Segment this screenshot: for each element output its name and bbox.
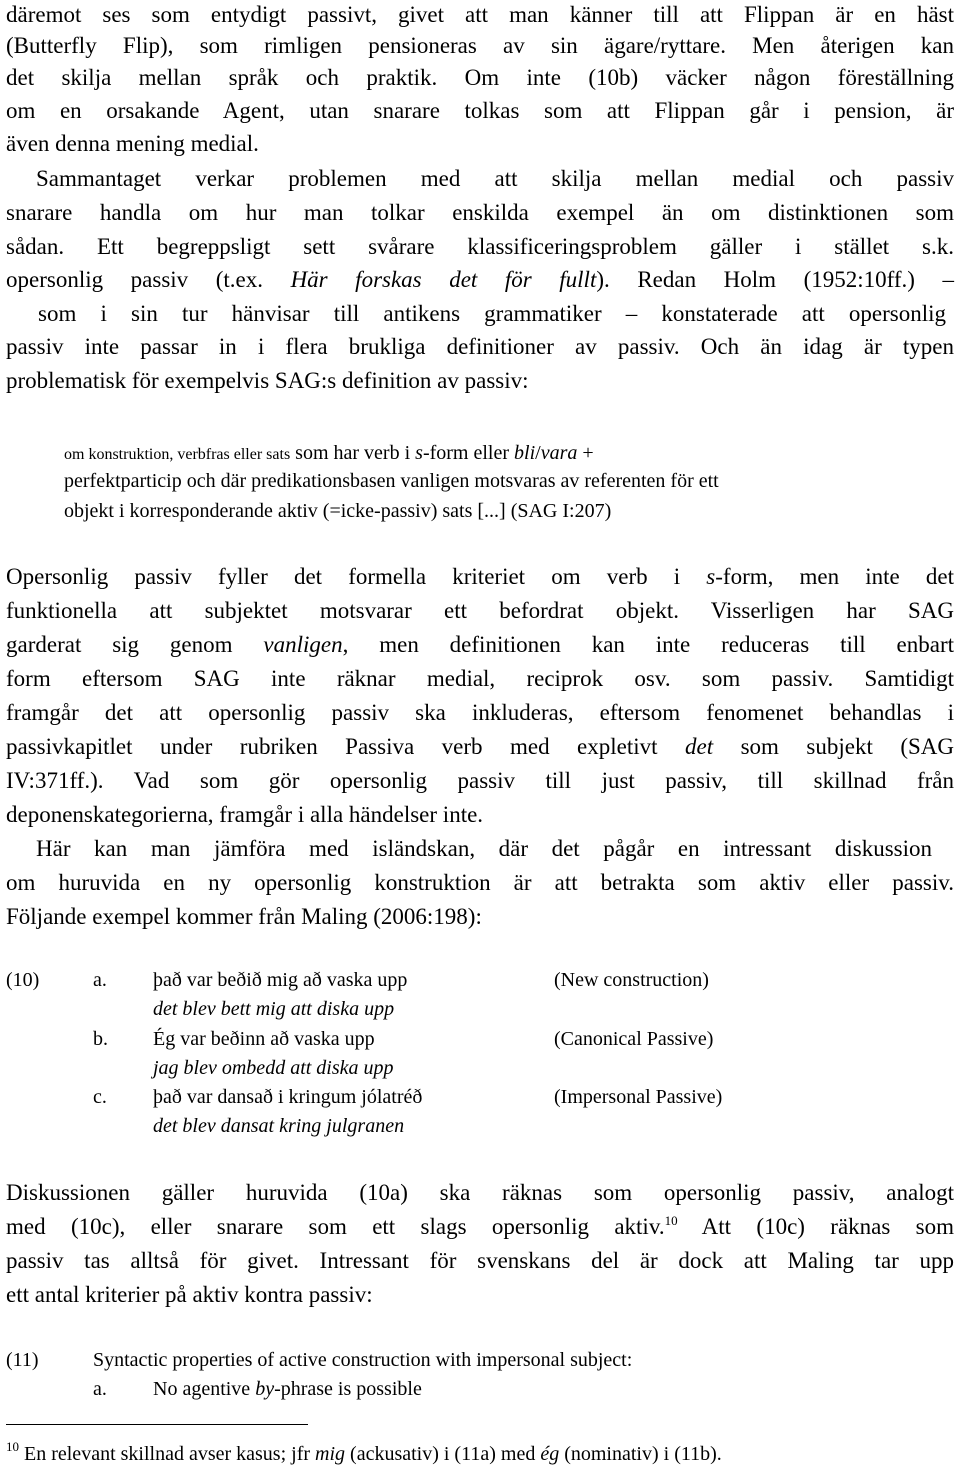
body-text: passivkapitlet under rubriken Passiva verb med expletivt xyxy=(6,734,686,759)
italic-term: by xyxy=(255,1378,275,1400)
example-number: (10) xyxy=(6,969,40,991)
example-text-part: No agentive xyxy=(153,1378,256,1400)
example-label: (New construction) xyxy=(554,969,709,991)
body-line: problematisk för exempelvis SAG:s definition av passiv: xyxy=(6,368,529,393)
body-line xyxy=(6,562,954,592)
example-icelandic: það var beðið mig að vaska upp xyxy=(153,969,408,991)
body-line: snarare handla om hur man tolkar enskilda exempel än om distinktionen som xyxy=(6,200,954,225)
example-letter: b. xyxy=(93,1028,108,1050)
body-line: framgår det att opersonlig passiv ska inkluderas, eftersom fenomenet behandlas i xyxy=(6,700,954,725)
body-line: passiv tas alltså för givet. Intressant för svenskans del är dock att Maling tar upp xyxy=(6,1248,954,1273)
body-line: passiv inte passar in i flera brukliga definitioner av passiv. Och än idag är typen xyxy=(6,334,954,359)
body-text: -form, men inte det xyxy=(715,564,954,589)
example-gloss: det blev dansat kring julgranen xyxy=(153,1115,405,1137)
example-gloss: jag blev ombedd att diska upp xyxy=(153,1057,394,1079)
body-line: ett antal kriterier på aktiv kontra passiv: xyxy=(6,1282,373,1307)
footnote-separator xyxy=(6,1424,308,1425)
body-text: , men definitionen kan inte reduceras till enbart xyxy=(342,632,954,657)
example-text-part: -phrase is possible xyxy=(274,1378,422,1400)
body-text: Att (10c) räknas som xyxy=(677,1214,954,1239)
body-line: däremot ses som entydigt passivt, givet att man känner till att Flippan är en häst xyxy=(6,2,954,27)
italic-example: Här forskas det för fullt xyxy=(290,267,597,292)
example-icelandic: Ég var beðinn að vaska upp xyxy=(153,1028,375,1050)
body-text: som subjekt (SAG xyxy=(713,734,954,759)
footnote-text: En relevant skillnad avser kasus; jfr xyxy=(19,1443,316,1465)
body-text: ). Redan Holm (1952:10ff.) – xyxy=(596,267,955,292)
example-label: (Impersonal Passive) xyxy=(554,1086,723,1108)
body-line: Följande exempel kommer från Maling (2006:198): xyxy=(6,904,482,929)
quote-italic: s xyxy=(415,442,423,464)
block-quote-line: perfektparticip och där predikationsbasen vanligen motsvaras av referenten för ett xyxy=(64,470,719,492)
quote-text: som har verb i xyxy=(290,442,416,464)
footnote xyxy=(6,1441,722,1467)
quote-text: / xyxy=(535,442,541,464)
body-line: form eftersom SAG inte räknar medial, reciprok osv. som passiv. Samtidigt xyxy=(6,666,954,691)
body-line: deponenskategorierna, framgår i alla händelser inte. xyxy=(6,802,484,827)
body-text: opersonlig passiv (t.ex. xyxy=(6,267,291,292)
footnote-text: (nominativ) i (11b). xyxy=(559,1443,722,1465)
body-line: sådan. Ett begreppsligt sett svårare klassificeringsproblem gäller i stället s.k. xyxy=(6,234,954,259)
quote-italic: vara xyxy=(540,442,578,464)
italic-term: det xyxy=(685,734,714,759)
example-icelandic: það var dansað i kringum jólatréð xyxy=(153,1086,423,1108)
body-line: Sammantaget verkar problemen med att skilja mellan medial och passiv xyxy=(36,166,954,191)
quote-text: + xyxy=(577,442,594,464)
quote-italic: bli xyxy=(514,442,536,464)
example-text xyxy=(153,1375,422,1403)
body-line: om huruvida en ny opersonlig konstruktion är att betrakta som aktiv eller passiv. xyxy=(6,870,954,895)
quote-text: -form eller xyxy=(422,442,515,464)
example-label: (Canonical Passive) xyxy=(554,1028,714,1050)
italic-term: ég xyxy=(540,1443,560,1465)
example-number: (11) xyxy=(6,1349,39,1371)
body-line xyxy=(6,1212,954,1242)
block-quote-line xyxy=(64,440,594,468)
italic-term: vanligen xyxy=(263,632,343,657)
body-line: Här kan man jämföra med isländskan, där det pågår en intressant diskussion xyxy=(36,836,932,861)
example-letter: a. xyxy=(93,969,107,991)
example-letter: c. xyxy=(93,1086,107,1108)
footnote-ref[interactable]: 10 xyxy=(664,1213,678,1228)
body-line: (Butterfly Flip), som rimligen pensioneras av sin ägare/ryttare. Men återigen kan xyxy=(6,33,954,58)
body-line xyxy=(6,265,954,295)
body-line: det skilja mellan språk och praktik. Om inte (10b) väcker någon föreställning xyxy=(6,65,954,90)
body-text: Opersonlig passiv fyller det formella kriteriet om verb i xyxy=(6,564,707,589)
body-line: som i sin tur hänvisar till antikens grammatiker – konstaterade att opersonlig xyxy=(38,301,946,326)
quote-text: om konstruktion, verbfras eller sats xyxy=(64,446,291,463)
example-gloss: det blev bett mig att diska upp xyxy=(153,998,395,1020)
body-line: IV:371ff.). Vad som gör opersonlig passiv till just passiv, till skillnad från xyxy=(6,768,954,793)
footnote-number: 10 xyxy=(6,1439,19,1454)
body-line: funktionella att subjektet motsvarar ett befordrat objekt. Visserligen har SAG xyxy=(6,598,954,623)
italic-term: s xyxy=(706,564,716,589)
block-quote-line: objekt i korresponderande aktiv (=icke-passiv) sats [...] (SAG I:207) xyxy=(64,500,612,522)
body-line: Diskussionen gäller huruvida (10a) ska räknas som opersonlig passiv, analogt xyxy=(6,1180,954,1205)
body-line xyxy=(6,732,954,762)
footnote-text: (ackusativ) i (11a) med xyxy=(345,1443,541,1465)
body-text: med (10c), eller snarare som ett slags opersonlig aktiv. xyxy=(6,1214,665,1239)
body-line: om en orsakande Agent, utan snarare tolkas som att Flippan går i pension, är xyxy=(6,98,954,123)
body-line: även denna mening medial. xyxy=(6,131,259,156)
example-letter: a. xyxy=(93,1378,107,1400)
body-text: garderat sig genom xyxy=(6,632,264,657)
example-heading: Syntactic properties of active construction with impersonal subject: xyxy=(93,1349,633,1371)
body-line xyxy=(6,630,954,660)
italic-term: mig xyxy=(315,1443,346,1465)
